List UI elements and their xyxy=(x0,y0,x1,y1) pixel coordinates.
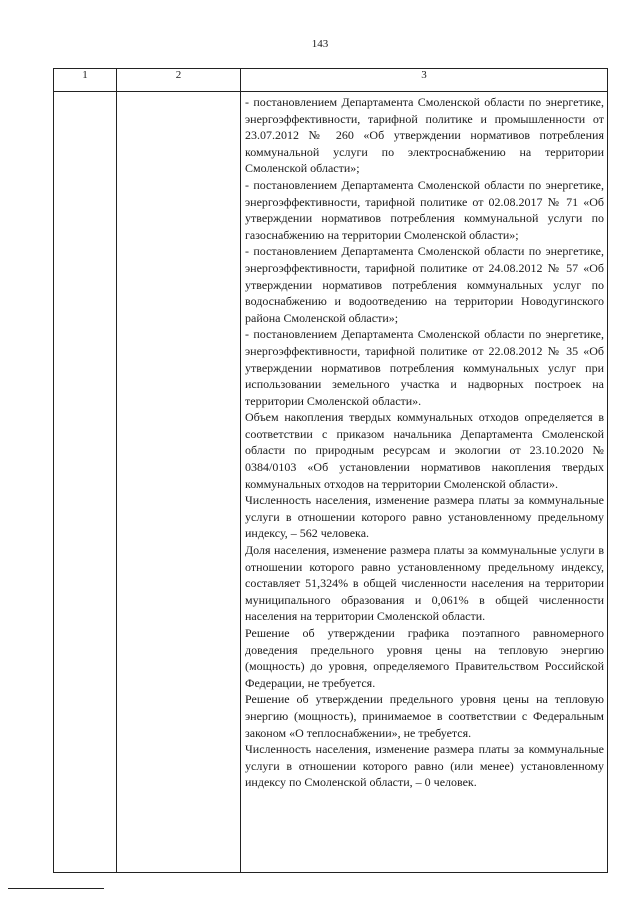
document-table xyxy=(53,68,608,873)
column-header-3: 3 xyxy=(241,69,608,92)
table-cell-col3 xyxy=(241,92,608,873)
paragraph-population-share: Доля населения, изменение размера платы за коммунальные услуги в отношении которого равно установленному предельному индексу, составляет 51,324% в общей численности населения на территории муниципального образования и 0,061% в общей численности населения на территории Смоленской области. xyxy=(245,543,604,624)
column-header-2: 2 xyxy=(117,69,241,92)
paragraph-resolution-land: - постановлением Департамента Смоленской области по энергетике, энергоэффективности, тарифной политике от 22.08.2012 № 35 «Об утверждении нормативов потребления коммунальных услуг при использовании земельного участка и надворных построек на территории Смоленской области». xyxy=(245,327,604,408)
paragraph-population-index: Численность населения, изменение размера платы за коммунальные услуги в отношении которого равно (или менее) установленному индексу по Смоленской области, – 0 человек. xyxy=(245,742,604,790)
paragraph-price-limit: Решение об утверждении предельного уровня цены на тепловую энергию (мощность), принимаемое в соответствии с Федеральным законом «О теплоснабжении», не требуется. xyxy=(245,692,604,740)
paragraph-waste-volume: Объем накопления твердых коммунальных отходов определяется в соответствии с приказом начальника Департамента Смоленской области по природным ресурсам и экологии от 23.10.2020 № 0384/0103 «Об установлении нормативов накопления твердых коммунальных отходов на территории Смоленской области». xyxy=(245,410,604,491)
paragraph-resolution-gas: - постановлением Департамента Смоленской области по энергетике, энергоэффективности, тарифной политике от 02.08.2017 № 71 «Об утверждении нормативов потребления коммунальной услуги по газоснабжению на территории Смоленской области»; xyxy=(245,177,604,242)
paragraph-resolution-water: - постановлением Департамента Смоленской области по энергетике, энергоэффективности, тарифной политике от 24.08.2012 № 57 «Об утверждении нормативов потребления коммунальных услуг по водоснабжению и водоотведению на территории Новодугинского района Смоленской области»; xyxy=(245,244,604,325)
table-cell-col2 xyxy=(117,92,241,873)
footnote-divider xyxy=(8,888,104,889)
page-number: 143 xyxy=(311,38,329,50)
table-row xyxy=(54,92,608,873)
paragraph-resolution-electricity: - постановлением Департамента Смоленской области по энергетике, энергоэффективности, тарифной политике и промышленности от 23.07.2012 № 260 «Об утверждении нормативов потребления коммунальной услуги по электроснабжению на территории Смоленской области»; xyxy=(245,95,604,176)
table-header-row xyxy=(54,69,608,92)
table-cell-col1 xyxy=(54,92,117,873)
column-header-1: 1 xyxy=(54,69,117,92)
paragraph-price-schedule: Решение об утверждении графика поэтапного равномерного доведения предельного уровня цены на тепловую энергию (мощность) до уровня, определяемого Правительством Российской Федерации, не требуется. xyxy=(245,626,604,690)
cell-text-content xyxy=(241,92,607,791)
paragraph-population-count: Численность населения, изменение размера платы за коммунальные услуги в отношении которого равно установленному предельному индексу, – 562 человека. xyxy=(245,493,604,541)
